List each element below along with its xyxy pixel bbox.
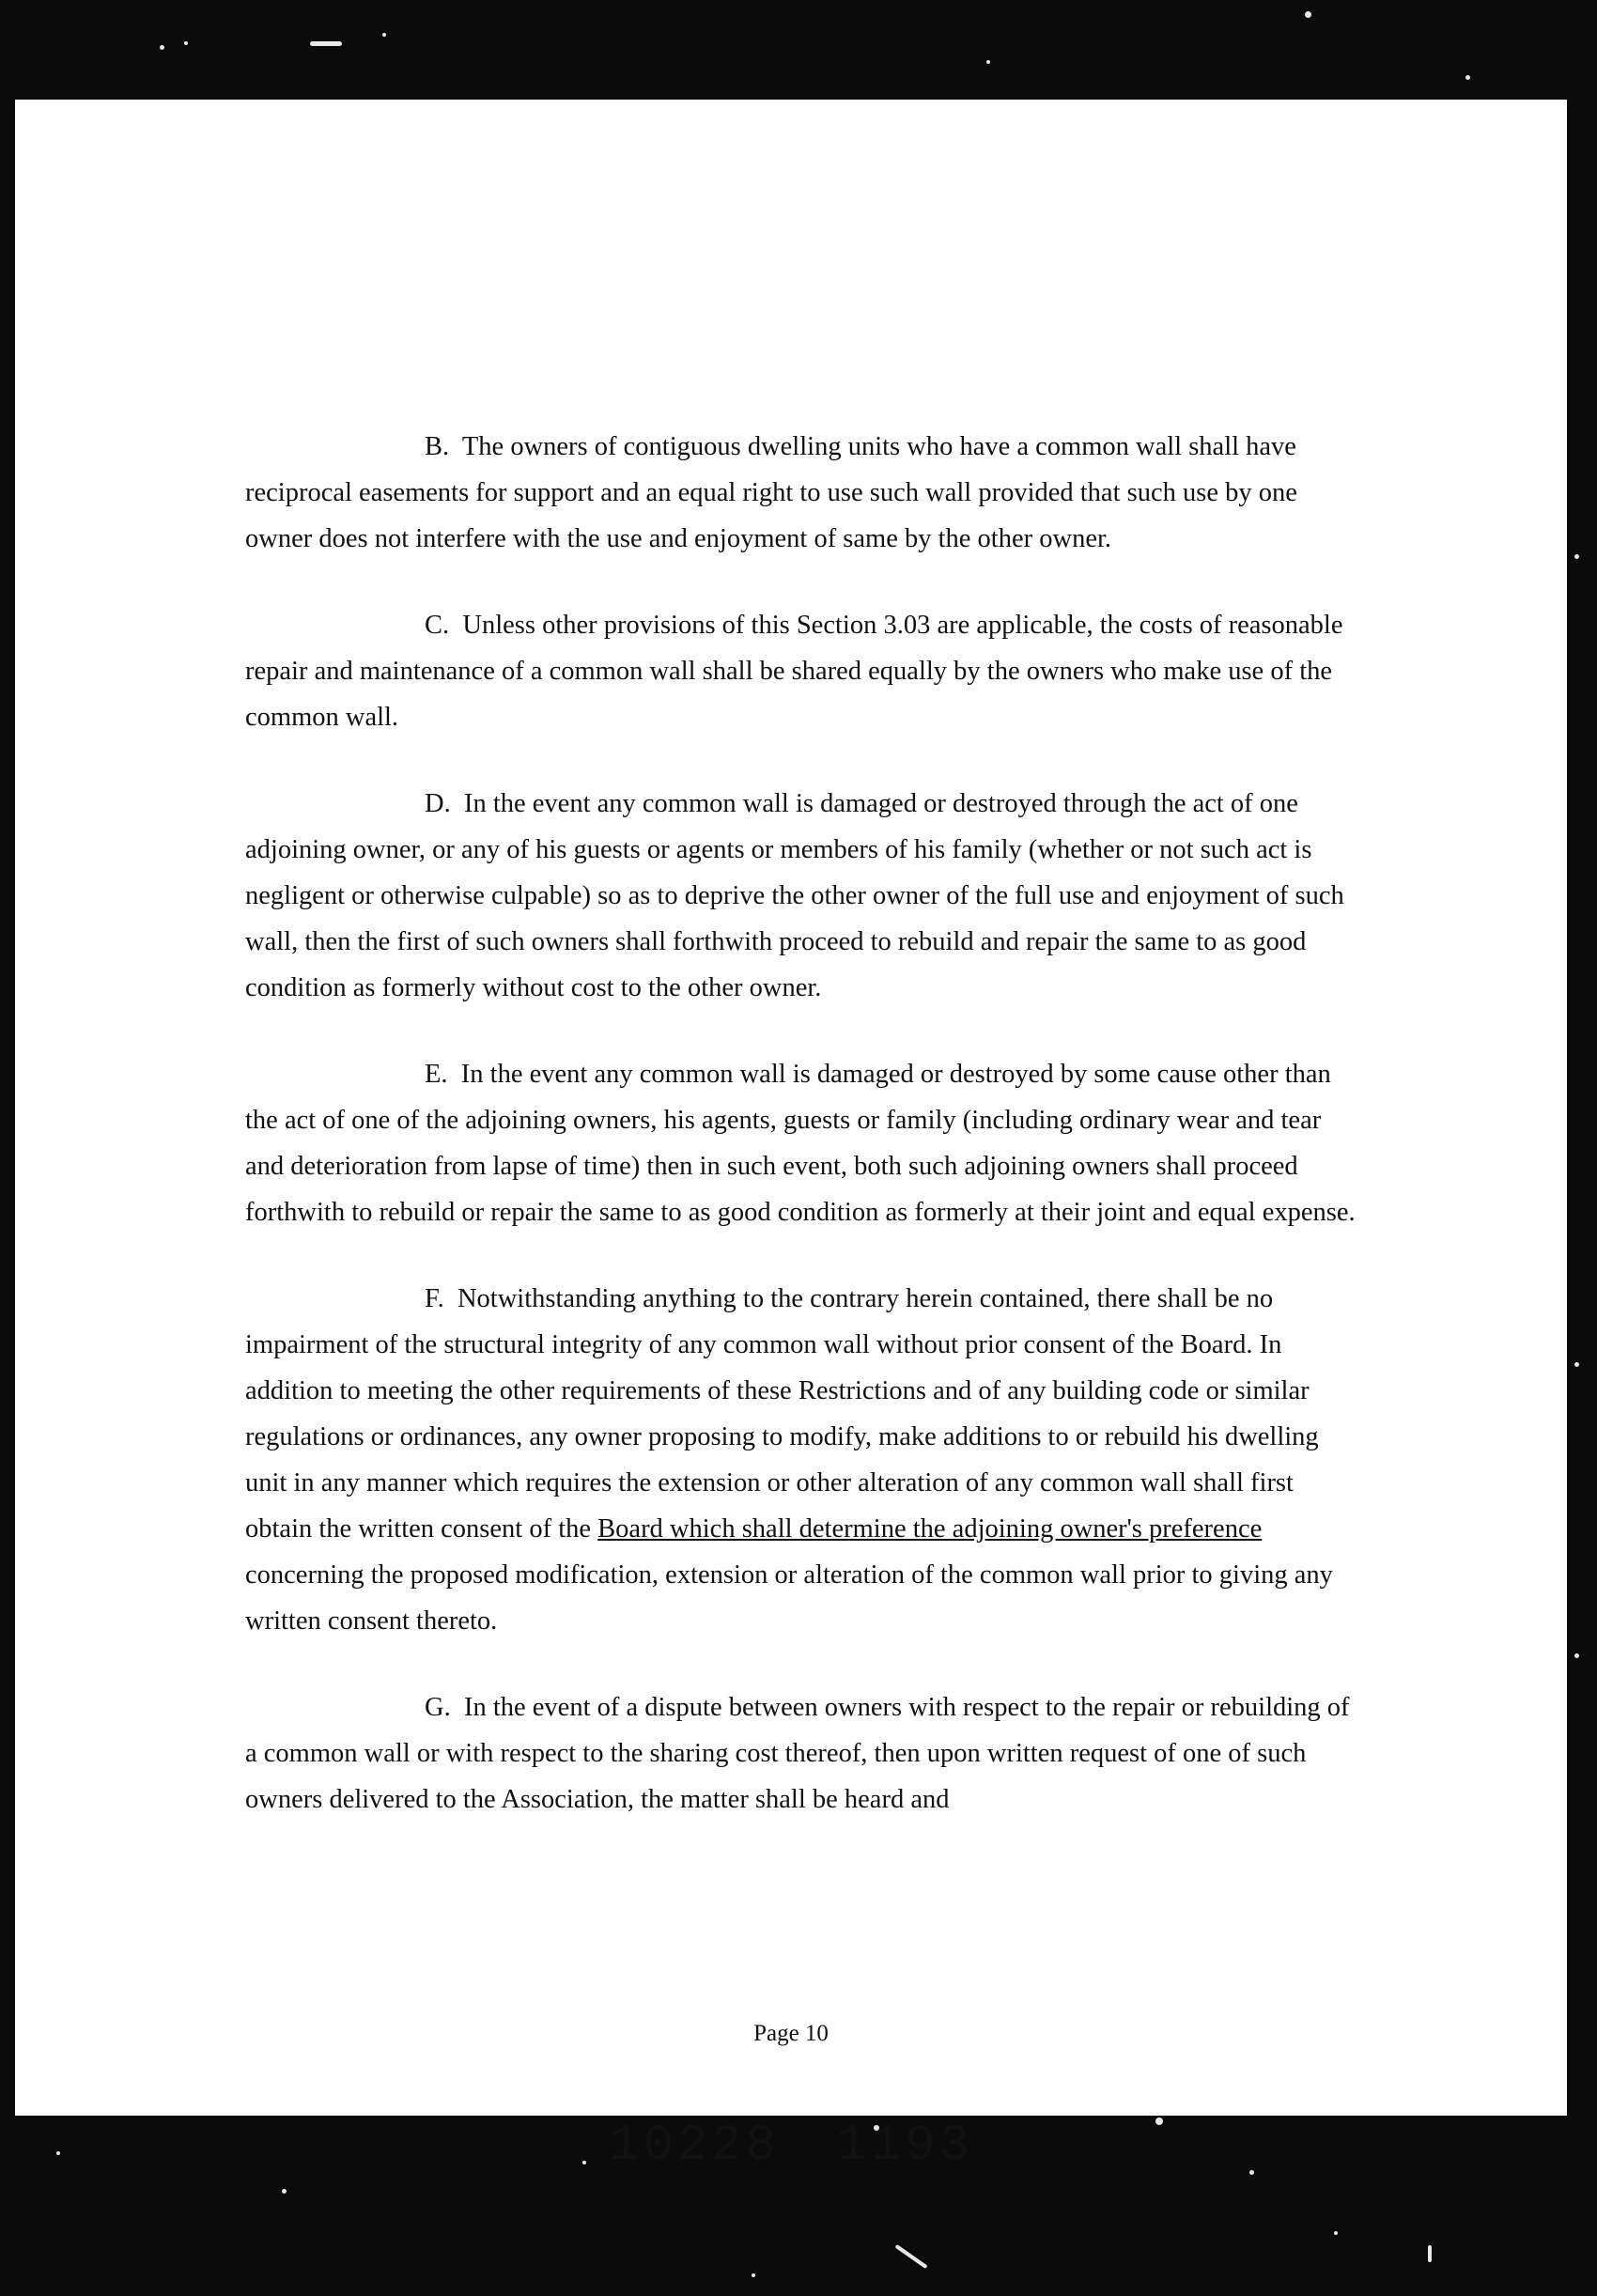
paragraph-f — [245, 1276, 1363, 1644]
document-id-stamp: 10228 1193 — [608, 2118, 974, 2175]
paragraph-e-label: E. — [425, 1060, 448, 1089]
paragraph-f-text-before: Notwithstanding anything to the contrary herein contained, there shall be no impairment of the structural integrity of any common wall without prior consent of the Board. In addition to meeting the other requirements of these Restrictions and of any building code or similar regulations or ordinances, any owner proposing to modify, make additions to or rebuild his dwelling unit in any manner which requires the extension or other alteration of any common wall shall first obtain the written consent of the — [245, 1284, 1319, 1544]
paragraph-b — [245, 424, 1363, 562]
paragraph-f-underlined-text: Board which shall determine the adjoining owner's preference — [597, 1514, 1263, 1544]
paragraph-f-label: F. — [425, 1284, 444, 1313]
paragraph-e — [245, 1051, 1363, 1235]
paragraph-b-text: The owners of contiguous dwelling units who have a common wall shall have reciprocal easements for support and an equal right to use such wall provided that such use by one owner does not interfere with the use and enjoyment of same by the other owner. — [245, 432, 1297, 553]
paragraph-c-text: Unless other provisions of this Section 3.03 are applicable, the costs of reasonable repair and maintenance of a common wall shall be shared equally by the owners who make use of the common wall. — [245, 611, 1343, 732]
document-body — [245, 424, 1363, 1823]
page-number: Page 10 — [753, 2021, 829, 2046]
paragraph-c — [245, 602, 1363, 740]
paragraph-e-text: In the event any common wall is damaged or destroyed by some cause other than the act of one of the adjoining owners, his agents, guests or family (including ordinary wear and tear and deterioration from lapse of time) then in such event, both such adjoining owners shall proceed forthwith to rebuild or repair the same to as good condition as formerly at their joint and equal expense. — [245, 1060, 1356, 1227]
document-page — [15, 100, 1567, 2175]
paragraph-b-label: B. — [425, 432, 450, 461]
paragraph-g-text: In the event of a dispute between owners with respect to the repair or rebuilding of a common wall or with respect to the sharing cost thereof, then upon written request of one of such owners delivered to the Association, the matter shall be heard and — [245, 1693, 1350, 1814]
paragraph-f-text-after: concerning the proposed modification, extension or alteration of the common wall prior to giving any written consent thereto. — [245, 1560, 1333, 1636]
paragraph-c-label: C. — [425, 611, 450, 640]
paragraph-d-label: D. — [425, 789, 451, 818]
paragraph-d — [245, 781, 1363, 1011]
paragraph-g — [245, 1684, 1363, 1823]
paragraph-d-text: In the event any common wall is damaged or destroyed through the act of one adjoining owner, or any of his guests or agents or members of his family (whether or not such act is negligent or otherwise culpable) so as to deprive the other owner of the full use and enjoyment of such wall, then the first of such owners shall forthwith proceed to rebuild and repair the same to as good condition as formerly without cost to the other owner. — [245, 789, 1344, 1002]
paragraph-g-label: G. — [425, 1693, 451, 1722]
